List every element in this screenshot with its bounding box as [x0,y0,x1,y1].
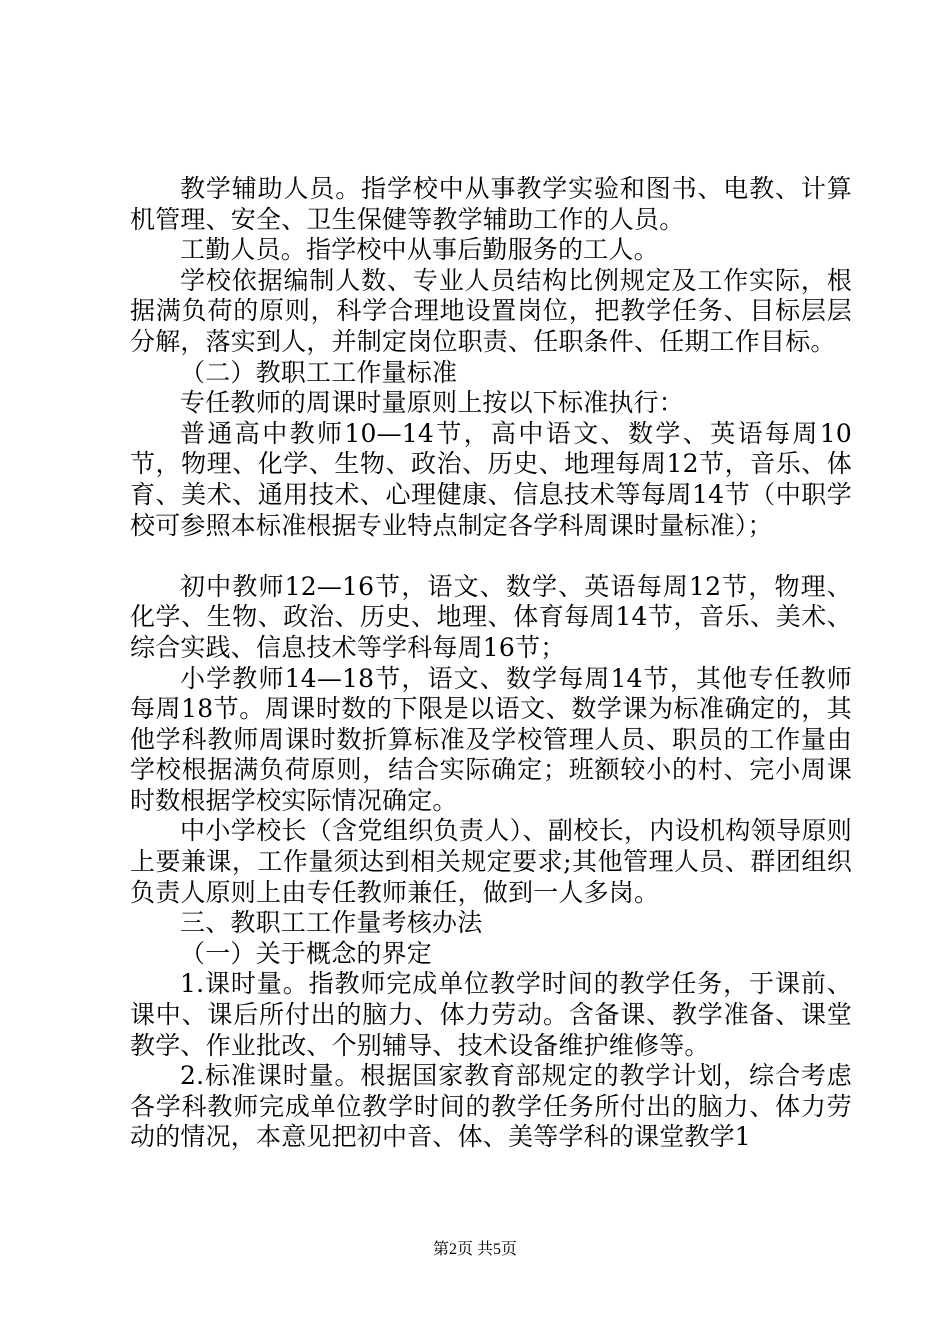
document-body [130,174,852,1153]
paragraph-weekly-hours-intro: 专任教师的周课时量原则上按以下标准执行： [180,388,685,418]
paragraph-teaching-assistants: 教学辅助人员。指学校中从事教学实验和图书、电教、计算机管理、安全、卫生保健等教学辅助工作的人员。 [130,174,852,234]
paragraph-standard-class-hours: 2.标准课时量。根据国家教育部规定的教学计划，综合考虑各学科教师完成单位教学时间的教学任务所付出的脑力、体力劳动的情况，本意见把初中音、体、美等学科的课堂教学1 [130,1061,852,1152]
section-heading-assessment: 三、教职工工作量考核办法 [180,908,483,938]
paragraph-logistics-staff: 工勤人员。指学校中从事后勤服务的工人。 [180,235,659,265]
subsection-heading-definitions: （一）关于概念的界定 [180,938,433,968]
page-number-footer: 第2页 共5页 [432,1241,517,1258]
paragraph-class-hours-definition: 1.课时量。指教师完成单位教学时间的教学任务，于课前、课中、课后所付出的脑力、体力劳动。含备课、教学准备、课堂教学、作业批改、个别辅导、技术设备维护维修等。 [130,969,852,1060]
paragraph-principal-teaching: 中小学校长（含党组织负责人）、副校长，内设机构领导原则上要兼课，工作量须达到相关规定要求;其他管理人员、群团组织负责人原则上由专任教师兼任，做到一人多岗。 [130,816,852,907]
paragraph-high-school-hours: 普通高中教师10—14节，高中语文、数学、英语每周10节，物理、化学、生物、政治、历史、地理每周12节，音乐、体育、美术、通用技术、心理健康、信息技术等每周14节（中职学校可参照本标准根据专业特点制定各学科周课时量标准）； [130,418,852,540]
paragraph-post-setting: 学校依据编制人数、专业人员结构比例规定及工作实际，根据满负荷的原则，科学合理地设置岗位，把教学任务、目标层层分解，落实到人，并制定岗位职责、任职条件、任期工作目标。 [130,265,852,356]
section-heading-workload-standard: （二）教职工工作量标准 [180,357,458,387]
paragraph-primary-school-hours: 小学教师14—18节，语文、数学每周14节，其他专任教师每周18节。周课时数的下限是以语文、数学课为标准确定的，其他学科教师周课时数折算标准及学校管理人员、职员的工作量由学校根据满负荷原则，结合实际确定；班额较小的村、完小周课时数根据学校实际情况确定。 [130,663,852,815]
paragraph-middle-school-hours: 初中教师12—16节，语文、数学、英语每周12节，物理、化学、生物、政治、历史、地理、体育每周14节，音乐、美术、综合实践、信息技术等学科每周16节； [130,571,852,662]
